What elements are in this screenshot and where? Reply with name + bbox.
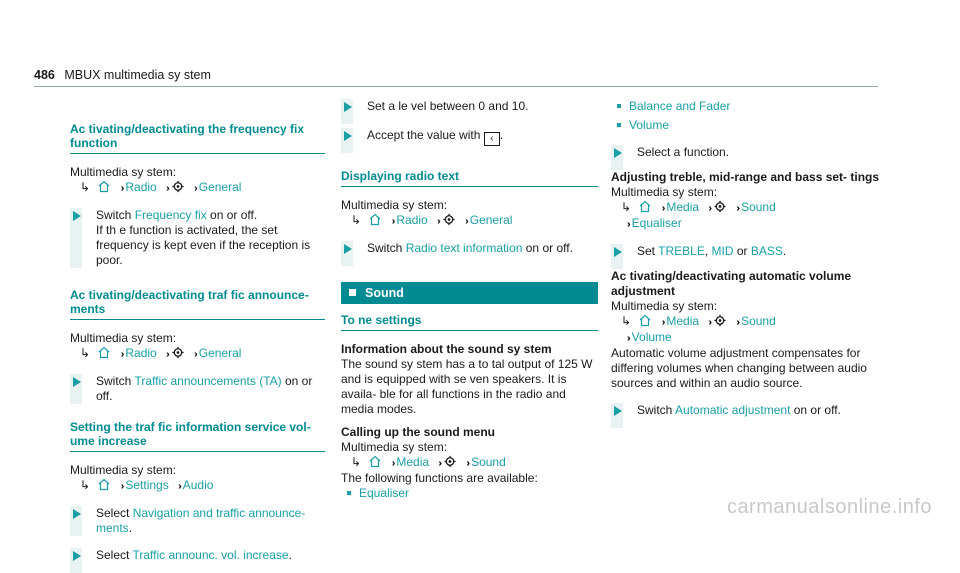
label-multimedia-system: Multimedia sy stem:: [611, 185, 718, 199]
info-text: The sound sy stem has a to tal output of 125 W and is equipped with se ven speakers. It is availa‐ ble for all functions in the radio and media modes.: [341, 357, 593, 416]
home-icon: [97, 478, 111, 491]
path-settings[interactable]: Settings: [125, 478, 169, 492]
gear-icon: [171, 346, 185, 359]
step-arrow-icon: [73, 509, 81, 519]
back-key-icon: ‹: [484, 132, 500, 146]
path-general[interactable]: General: [198, 180, 242, 194]
page-number: 486: [34, 68, 55, 82]
home-icon: [368, 213, 382, 226]
list-item: [611, 99, 881, 114]
link-bass[interactable]: BASS: [750, 244, 783, 258]
arrow-return-icon: ↳: [80, 180, 91, 194]
auto-volume-title: Ac tivating/deactivating automatic volume adjustment: [611, 269, 852, 298]
path-equaliser[interactable]: Equaliser: [631, 216, 682, 230]
auto-volume-text: Automatic volume adjustment compensates for differing volumes when changing between audio sources and within an audio source.: [611, 346, 867, 390]
path-media[interactable]: Media: [666, 314, 700, 328]
link-treble[interactable]: TREBLE: [658, 244, 705, 258]
heading-tone-settings: To ne settings: [341, 313, 598, 331]
instruction-step: Set a le vel between 0 and 10.: [341, 99, 598, 124]
adjust-title: Adjusting treble, mid-range and bass set‐ tings: [611, 170, 880, 184]
gear-icon: [171, 180, 185, 193]
home-icon: [638, 314, 652, 327]
double-chevron-icon: ››: [391, 216, 393, 227]
menu-path-continued: [621, 216, 881, 232]
double-chevron-icon: ››: [627, 219, 628, 230]
double-chevron-icon: ››: [708, 203, 710, 214]
path-radio[interactable]: Radio: [125, 180, 157, 194]
arrow-return-icon: ↳: [621, 314, 632, 328]
instruction-step: Switch Frequency fix on or off. If th e function is activated, the set frequency is kept even if the reception is poor.: [70, 208, 325, 268]
double-chevron-icon: ››: [194, 183, 195, 194]
double-chevron-icon: ››: [391, 458, 393, 469]
path-general[interactable]: General: [198, 346, 242, 360]
double-chevron-icon: ››: [194, 349, 195, 360]
column-3: [611, 99, 881, 428]
home-icon: [97, 346, 111, 359]
info-title: Information about the sound sy stem: [341, 342, 552, 356]
label-multimedia-system: Multimedia sy stem:: [341, 198, 448, 212]
instruction-step: Switch Traffic announcements (TA) on or off.: [70, 374, 325, 404]
path-sound[interactable]: Sound: [741, 200, 776, 214]
label-multimedia-system: Multimedia sy stem:: [611, 299, 718, 313]
header-rule: [34, 86, 878, 87]
menu-path: [80, 180, 325, 196]
double-chevron-icon: ››: [438, 458, 440, 469]
instruction-step: Select a function.: [611, 145, 881, 170]
instruction-step: Accept the value with ‹ .: [341, 128, 598, 153]
step-arrow-icon: [344, 244, 352, 254]
double-chevron-icon: ››: [120, 481, 122, 492]
double-chevron-icon: ››: [736, 317, 738, 328]
step-arrow-icon: [73, 211, 81, 221]
instruction-step: Switch Radio text information on or off.: [341, 241, 598, 266]
instruction-step: Select Traffic announc. vol. increase.: [70, 548, 325, 573]
double-chevron-icon: ››: [166, 183, 167, 194]
link-radio-text-information[interactable]: Radio text information: [405, 241, 523, 255]
menu-path-continued: [621, 330, 881, 346]
home-icon: [97, 180, 111, 193]
step-arrow-icon: [73, 551, 81, 561]
arrow-return-icon: ↳: [351, 455, 362, 469]
double-chevron-icon: ››: [661, 317, 663, 328]
link-traffic-announcements[interactable]: Traffic announcements (TA): [134, 374, 282, 388]
gear-icon: [713, 200, 727, 213]
path-volume[interactable]: Volume: [631, 330, 672, 344]
heading-radio-text: Displaying radio text: [341, 169, 598, 187]
double-chevron-icon: ››: [166, 349, 167, 360]
home-icon: [368, 455, 382, 468]
double-chevron-icon: ››: [178, 481, 179, 492]
menu-path: [351, 455, 598, 471]
heading-traffic-volume-increase: Setting the traf fic information service vol‐ ume increase: [70, 420, 325, 452]
link-frequency-fix[interactable]: Frequency fix: [134, 208, 207, 222]
label-multimedia-system: Multimedia sy stem:: [70, 463, 177, 477]
page-header: [34, 68, 211, 82]
column-1: [70, 122, 325, 573]
heading-frequency-fix: Ac tivating/deactivating the frequency fix function: [70, 122, 325, 154]
path-media[interactable]: Media: [666, 200, 700, 214]
double-chevron-icon: ››: [627, 333, 628, 344]
double-chevron-icon: ››: [708, 317, 710, 328]
double-chevron-icon: ››: [120, 349, 122, 360]
label-multimedia-system: Multimedia sy stem:: [341, 440, 448, 454]
label-multimedia-system: Multimedia sy stem:: [70, 331, 177, 345]
double-chevron-icon: ››: [437, 216, 438, 227]
double-chevron-icon: ››: [120, 183, 122, 194]
label-multimedia-system: Multimedia sy stem:: [70, 165, 177, 179]
step-arrow-icon: [614, 148, 622, 158]
section-band-sound: Sound: [341, 282, 598, 304]
instruction-step: Switch Automatic adjustment on or off.: [611, 403, 881, 428]
step-note: If th e function is activated, the set frequency is kept even if the reception is poor.: [96, 223, 311, 267]
arrow-return-icon: ↳: [80, 478, 91, 492]
menu-path: [80, 346, 325, 362]
path-audio[interactable]: Audio: [182, 478, 214, 492]
link-traffic-vol-increase[interactable]: Traffic announc. vol. increase: [132, 548, 289, 562]
step-arrow-icon: [344, 131, 352, 141]
link-automatic-adjustment[interactable]: Automatic adjustment: [675, 403, 791, 417]
home-icon: [638, 200, 652, 213]
following-text: The following functions are available:: [341, 471, 538, 485]
path-sound[interactable]: Sound: [471, 455, 506, 469]
menu-path: [621, 200, 881, 216]
path-radio[interactable]: Radio: [396, 213, 428, 227]
arrow-return-icon: ↳: [621, 200, 632, 214]
path-sound[interactable]: Sound: [741, 314, 776, 328]
double-chevron-icon: ››: [736, 203, 738, 214]
path-radio[interactable]: Radio: [125, 346, 157, 360]
step-arrow-icon: [614, 406, 622, 416]
double-chevron-icon: ››: [466, 458, 468, 469]
step-arrow-icon: [614, 247, 622, 257]
instruction-step: Set TREBLE, MID or BASS.: [611, 244, 881, 269]
link-equaliser[interactable]: Equaliser: [359, 486, 410, 500]
gear-icon: [713, 314, 727, 327]
page-header-title: MBUX multimedia sy stem: [64, 68, 211, 82]
link-navigation-traffic[interactable]: Navigation and traffic announce‐ ments: [96, 506, 306, 535]
arrow-return-icon: ↳: [80, 346, 91, 360]
instruction-step: Select Navigation and traffic announce‐ ments.: [70, 506, 325, 536]
step-arrow-icon: [73, 377, 81, 387]
step-arrow-icon: [344, 102, 352, 112]
menu-path: [80, 478, 325, 494]
link-volume[interactable]: Volume: [629, 118, 670, 132]
gear-icon: [442, 213, 456, 226]
menu-path: [621, 314, 881, 330]
arrow-return-icon: ↳: [351, 213, 362, 227]
path-media[interactable]: Media: [396, 455, 430, 469]
double-chevron-icon: ››: [661, 203, 663, 214]
link-mid[interactable]: MID: [711, 244, 734, 258]
path-general[interactable]: General: [469, 213, 513, 227]
gear-icon: [443, 455, 457, 468]
link-balance-fader[interactable]: Balance and Fader: [629, 99, 731, 113]
calling-title: Calling up the sound menu: [341, 425, 495, 439]
column-2: [341, 99, 598, 501]
menu-path: [351, 213, 598, 229]
heading-traffic-announcements: Ac tivating/deactivating traf fic announce‐ ments: [70, 288, 325, 320]
list-item: [611, 118, 881, 133]
double-chevron-icon: ››: [465, 216, 466, 227]
list-item: [341, 486, 598, 501]
watermark: carmanualsonline.info: [726, 496, 932, 518]
